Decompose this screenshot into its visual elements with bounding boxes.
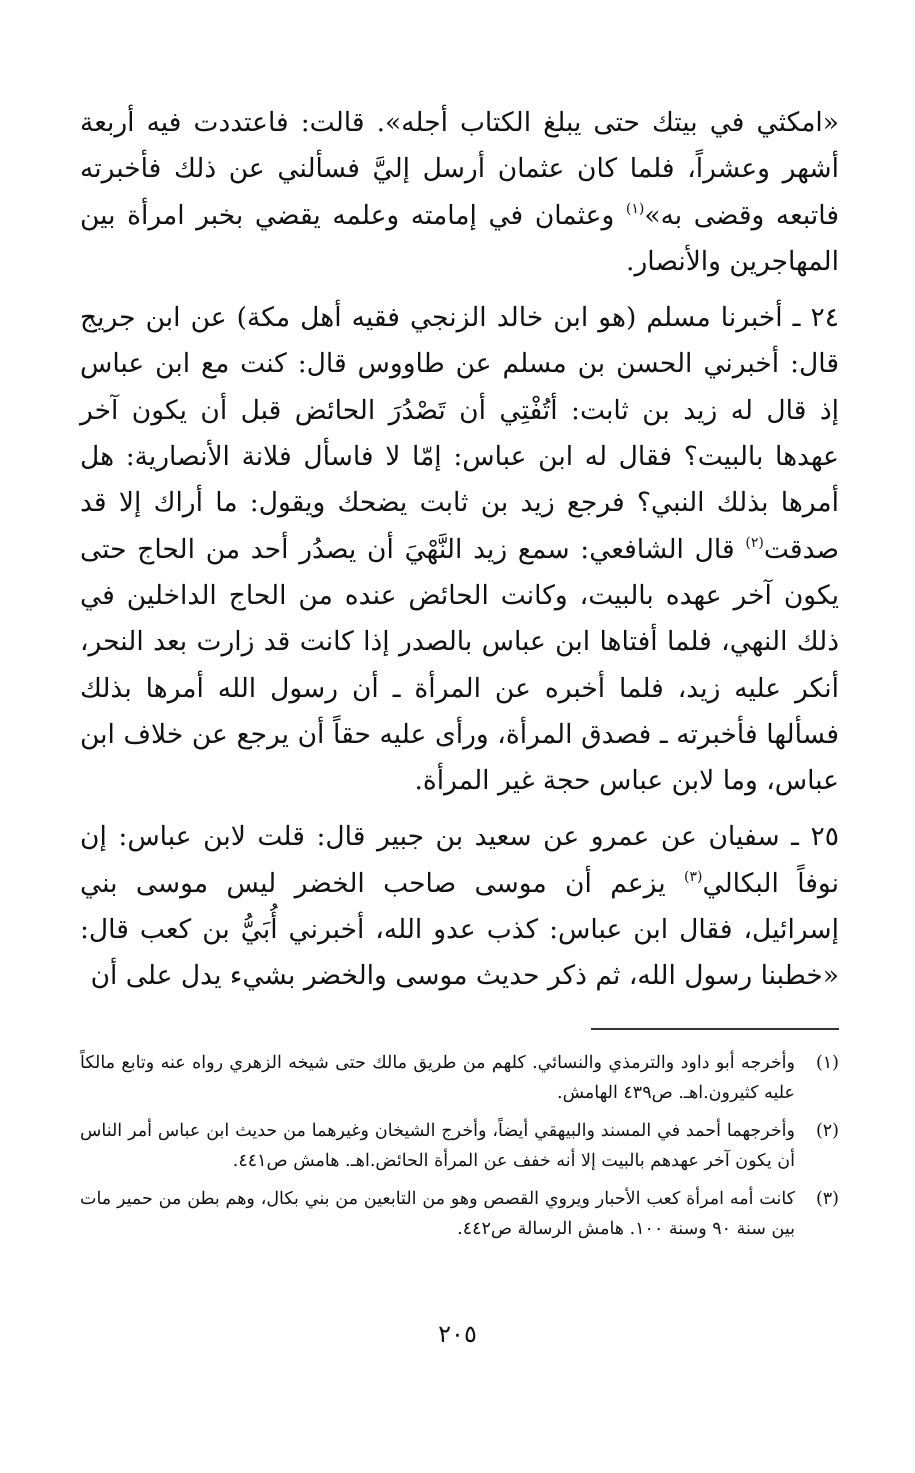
footnote-ref-2: (٢) (745, 534, 764, 551)
page-number: ٢٠٥ (438, 1320, 477, 1348)
footnote-2 (80, 1116, 839, 1176)
paragraph-continuation (80, 100, 839, 285)
footnote-number: (٢) (815, 1120, 839, 1141)
paragraph-text: ٢٤ ـ أخبرنا مسلم (هو ابن خالد الزنجي فقيه أهل مكة) عن ابن جريج قال: أخبرني الحسن بن مسلم عن طاووس قال: كنت مع ابن عباس إذ قال له زيد بن ثابت: أتُفْتِي أن تَصْدُرَ الحائض قبل أن يكون آخر عهدها بالبيت؟ فقال له ابن عباس: إمّا لا فاسأل فلانة الأنصارية: هل أمرها بذلك النبي؟ فرجع زيد بن ثابت يضحك ويقول: ما أراك إلا قد صدقت (80, 302, 839, 565)
footnote-ref-3: (٣) (684, 868, 703, 885)
paragraph-text: وعثمان في إمامته وعلمه يقضي بخبر امرأة بين المهاجرين والأنصار. (80, 199, 839, 277)
footnote-3 (80, 1184, 839, 1244)
paragraph-text: ٢٥ ـ سفيان عن عمرو عن سعيد بن جبير قال: قلت لابن عباس: إن نوفاً البكالي (80, 821, 839, 899)
paragraph-text: يزعم أن موسى صاحب الخضر ليس موسى بني إسرائيل، فقال ابن عباس: كذب عدو الله، أخبرني أُبَيُّ بن كعب قال: «خطبنا رسول الله، ثم ذكر حديث موسى والخضر بشيء يدل على أن (80, 867, 839, 992)
footnote-separator (591, 1028, 839, 1030)
footnote-text: وأخرجهما أحمد في المسند والبيهقي أيضاً، وأخرج الشيخان وغيرهما من حديث ابن عباس أمر الناس أن يكون آخر عهدهم بالبيت إلا أنه خفف عن المرأة الحائض.اهـ. هامش ص٤٤١. (80, 1120, 795, 1171)
main-text (80, 100, 839, 1000)
paragraph-25 (80, 814, 839, 999)
paragraph-text: قال الشافعي: سمع زيد النَّهْيَ أن يصدُر أحد من الحاج حتى يكون آخر عهده بالبيت، وكانت الحائض عنده من الحاج الداخلين في ذلك النهي، فلما أفتاها ابن عباس بالصدر إذا كانت قد زارت بعد النحر، أنكر عليه زيد، فلما أخبره عن المرأة ـ أن رسول الله أمرها بذلك فسألها فأخبرته ـ فصدق المرأة، ورأى عليه حقاً أن يرجع عن خلاف ابن عباس، وما لابن عباس حجة غير المرأة. (80, 533, 839, 797)
footnote-text: كانت أمه امرأة كعب الأحبار ويروي القصص وهو من التابعين من بني بكال، وهم بطن من حمير مات بين سنة ٩٠ وسنة ١٠٠. هامش الرسالة ص٤٤٢. (80, 1188, 795, 1239)
footnote-number: (٣) (815, 1188, 839, 1209)
paragraph-24 (80, 295, 839, 804)
footnote-number: (١) (815, 1052, 839, 1073)
footnote-text: وأخرجه أبو داود والترمذي والنسائي. كلهم من طريق مالك حتى شيخه الزهري رواه عنه وتابع مالكاً عليه كثيرون.اهـ. ص٤٣٩ الهامش. (80, 1052, 795, 1103)
footnotes (80, 1048, 839, 1244)
paragraph-text: «امكثي في بيتك حتى يبلغ الكتاب أجله». قالت: فاعتددت فيه أربعة أشهر وعشراً، فلما كان عثمان أرسل إليَّ فسألني عن ذلك فأخبرته فاتبعه وقضى به» (80, 107, 839, 231)
footnote-1 (80, 1048, 839, 1108)
footnote-ref-1: (١) (625, 200, 645, 217)
